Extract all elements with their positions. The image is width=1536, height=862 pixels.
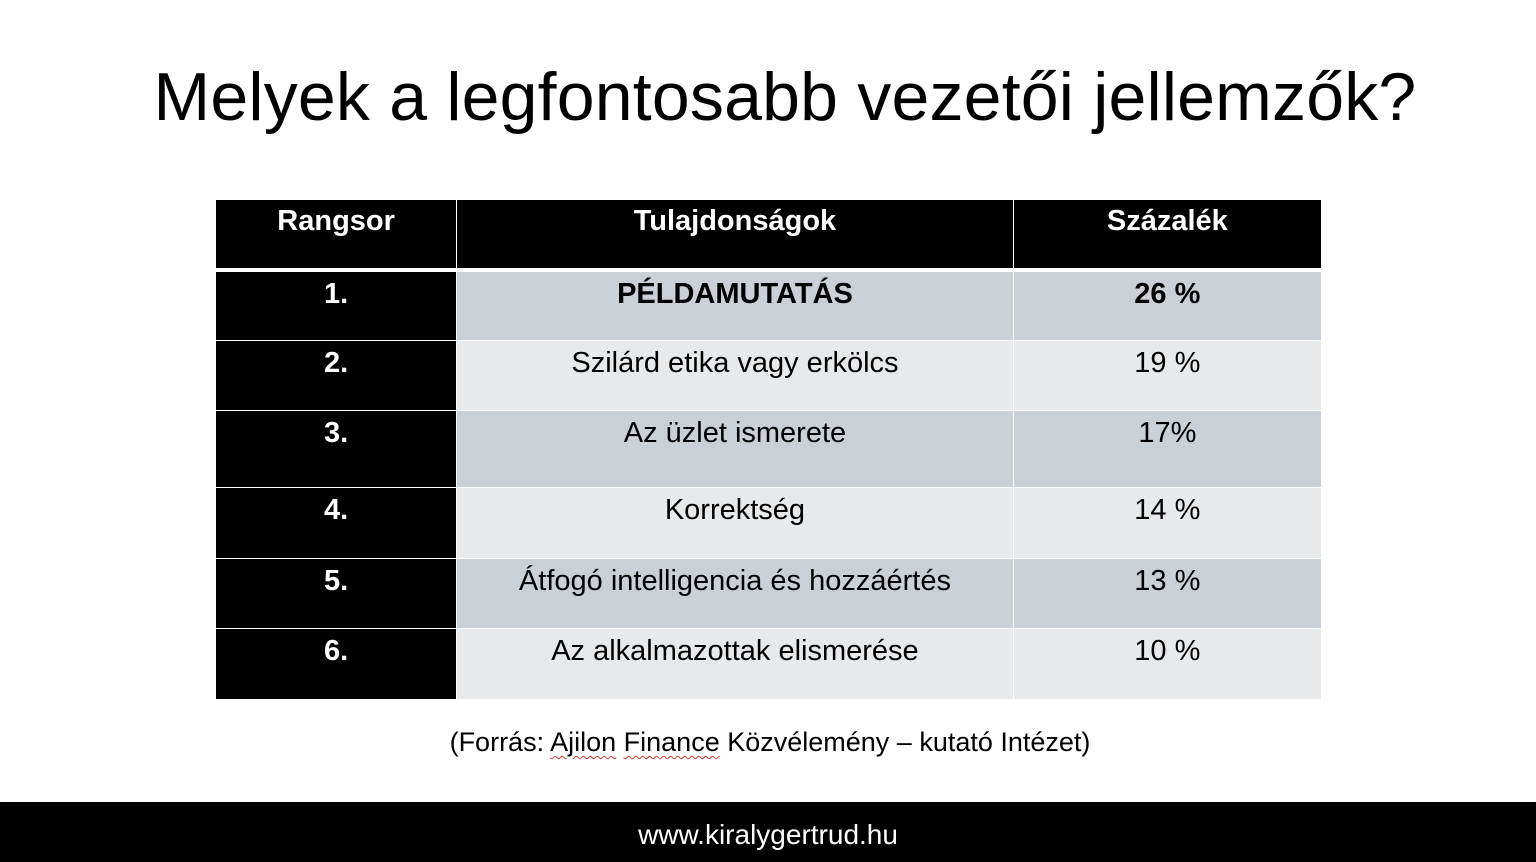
table-row <box>216 410 1322 487</box>
header-traits: Tulajdonságok <box>457 200 1014 271</box>
slide-title: Melyek a legfontosabb vezetői jellemzők? <box>153 59 1417 135</box>
source-word-ajilon: Ajilon <box>550 727 617 757</box>
table-header-row <box>216 200 1322 271</box>
table-row <box>216 628 1322 699</box>
rank-cell: 2. <box>216 340 457 410</box>
percent-cell: 19 % <box>1013 340 1321 410</box>
footer-bar <box>0 802 1536 862</box>
source-note <box>0 727 1536 758</box>
trait-cell: Az alkalmazottak elismerése <box>457 628 1014 699</box>
rank-cell: 3. <box>216 410 457 487</box>
table-row <box>216 270 1322 340</box>
ranking-table <box>215 199 1322 700</box>
rank-cell: 4. <box>216 487 457 558</box>
rank-cell: 5. <box>216 558 457 628</box>
rank-cell: 1. <box>216 270 457 340</box>
source-prefix: (Forrás: <box>449 727 551 757</box>
trait-cell: Korrektség <box>457 487 1014 558</box>
source-word-finance: Finance <box>623 727 720 757</box>
percent-cell: 14 % <box>1013 487 1321 558</box>
percent-cell: 17% <box>1013 410 1321 487</box>
header-rank: Rangsor <box>216 200 457 271</box>
trait-cell: PÉLDAMUTATÁS <box>457 270 1014 340</box>
percent-cell: 26 % <box>1013 270 1321 340</box>
source-suffix: Közvélemény – kutató Intézet) <box>719 727 1091 757</box>
table-row <box>216 558 1322 628</box>
footer-url: www.kiralygertrud.hu <box>638 819 898 850</box>
percent-cell: 13 % <box>1013 558 1321 628</box>
rank-cell: 6. <box>216 628 457 699</box>
trait-cell: Az üzlet ismerete <box>457 410 1014 487</box>
header-percent: Százalék <box>1013 200 1321 271</box>
percent-cell: 10 % <box>1013 628 1321 699</box>
table-row <box>216 340 1322 410</box>
trait-cell: Szilárd etika vagy erkölcs <box>457 340 1014 410</box>
table-row <box>216 487 1322 558</box>
trait-cell: Átfogó intelligencia és hozzáértés <box>457 558 1014 628</box>
